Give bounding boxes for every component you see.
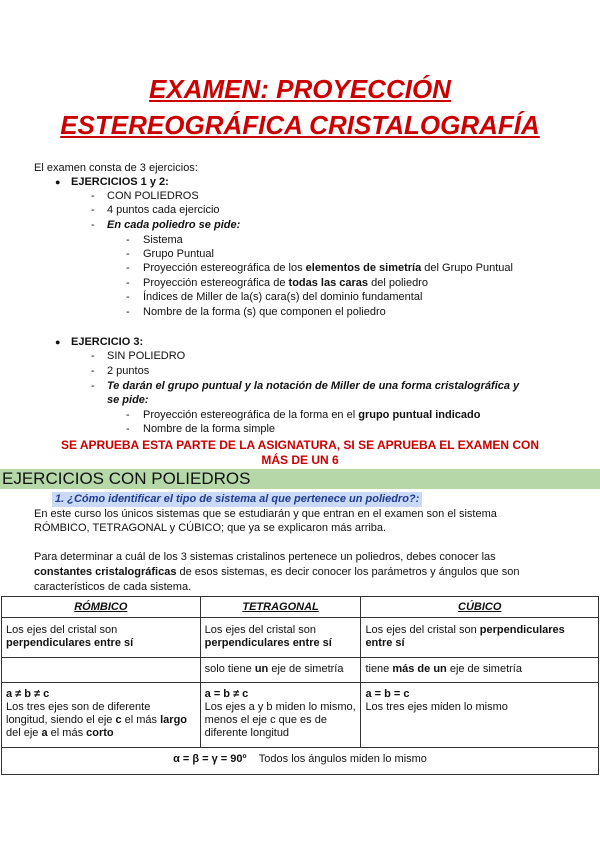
page-title-line1: EXAMEN: PROYECCIÓN	[149, 74, 451, 104]
header-cubico: CÚBICO	[361, 597, 599, 618]
para1-line1: En este curso los únicos sistemas que se estudiarán y que entran en el examen son el sistema	[34, 508, 497, 520]
cell-r3-tetragonal: a = b ≠ c Los ejes a y b miden lo mismo, menos el eje c que es de diferente longitud	[200, 683, 361, 748]
cell-r1-tetragonal: Los ejes del cristal son perpendiculares entre sí	[200, 618, 361, 658]
ex12-sub-3: Proyección estereográfica de los elementos de simetría del Grupo Puntual	[143, 262, 513, 274]
ex3-ask-line2: se pide:	[107, 394, 149, 406]
dash-icon: -	[91, 219, 95, 231]
page-title-line2: ESTEREOGRÁFICA CRISTALOGRAFÍA	[60, 110, 540, 140]
dash-icon: -	[126, 248, 130, 260]
dash-icon: -	[91, 350, 95, 362]
para2-line3: característicos de cada sistema.	[34, 581, 192, 593]
dash-icon: -	[126, 277, 130, 289]
cell-r3-cubico: a = b = c Los tres ejes miden lo mismo	[361, 683, 599, 748]
header-tetragonal: TETRAGONAL	[200, 597, 361, 618]
dash-icon: -	[126, 291, 130, 303]
bullet-icon: ●	[55, 337, 61, 347]
cell-r1-rombico: Los ejes del cristal son perpendiculares entre sí	[2, 618, 201, 658]
dash-icon: -	[91, 380, 95, 392]
cell-r2-rombico	[2, 658, 201, 683]
para1-line2: RÓMBICO, TETRAGONAL y CÚBICO; que ya se explicaron más arriba.	[34, 522, 387, 534]
warning-line2: MÁS DE UN 6	[261, 453, 339, 467]
dash-icon: -	[91, 365, 95, 377]
table-row	[2, 748, 599, 775]
dash-icon: -	[126, 234, 130, 246]
dash-icon: -	[126, 306, 130, 318]
cell-r1-cubico: Los ejes del cristal son perpendiculares entre sí	[361, 618, 599, 658]
dash-icon: -	[126, 423, 130, 435]
ex12-item-1: CON POLIEDROS	[107, 190, 199, 202]
header-rombico: RÓMBICO	[2, 597, 201, 618]
table-row	[2, 658, 599, 683]
cell-r2-tetragonal: solo tiene un eje de simetría	[200, 658, 361, 683]
ex12-sub-6: Nombre de la forma (s) que componen el poliedro	[143, 306, 386, 318]
crystal-systems-table	[1, 596, 599, 775]
para2-line2: constantes cristalográficas de esos sistemas, es decir conocer los parámetros y ángulos que son	[34, 566, 520, 578]
section-heading: EJERCICIOS CON POLIEDROS	[2, 469, 251, 488]
ex12-sub-4: Proyección estereográfica de todas las caras del poliedro	[143, 277, 428, 289]
ex3-heading: EJERCICIO 3:	[71, 336, 144, 348]
question-heading: 1. ¿Cómo identificar el tipo de sistema al que pertenece un poliedro?:	[52, 492, 422, 507]
dash-icon: -	[91, 204, 95, 216]
table-row	[2, 618, 599, 658]
ex3-sub-1: Proyección estereográfica de la forma en el grupo puntual indicado	[143, 409, 481, 421]
ex12-ask: En cada poliedro se pide:	[107, 219, 241, 231]
warning-line1: SE APRUEBA ESTA PARTE DE LA ASIGNATURA, SI SE APRUEBA EL EXAMEN CON	[60, 438, 540, 452]
ex3-sub-2: Nombre de la forma simple	[143, 423, 276, 435]
ex12-sub-1: Sistema	[143, 234, 183, 246]
table-header-row	[2, 597, 599, 618]
bullet-icon: ●	[55, 177, 61, 187]
ex12-sub-5: Índices de Miller de la(s) cara(s) del dominio fundamental	[143, 291, 423, 303]
ex12-item-2: 4 puntos cada ejercicio	[107, 204, 220, 216]
intro-text: El examen consta de 3 ejercicios:	[34, 162, 198, 174]
ex12-heading: EJERCICIOS 1 y 2:	[71, 176, 169, 188]
ex3-item-2: 2 puntos	[107, 365, 150, 377]
dash-icon: -	[126, 262, 130, 274]
para2-line1: Para determinar a cuál de los 3 sistemas cristalinos pertenece un poliedros, debes conocer las	[34, 551, 496, 563]
table-row	[2, 683, 599, 748]
dash-icon: -	[126, 409, 130, 421]
cell-r4-angles: α = β = γ = 90º Todos los ángulos miden lo mismo	[2, 748, 599, 775]
ex3-ask-line1: Te darán el grupo puntual y la notación de Miller de una forma cristalográfica y	[107, 380, 520, 392]
ex12-sub-2: Grupo Puntual	[143, 248, 214, 260]
cell-r3-rombico: a ≠ b ≠ c Los tres ejes son de diferente longitud, siendo el eje c el más largo del eje a el más corto	[2, 683, 201, 748]
ex3-item-1: SIN POLIEDRO	[107, 350, 186, 362]
dash-icon: -	[91, 190, 95, 202]
cell-r2-cubico: tiene más de un eje de simetría	[361, 658, 599, 683]
